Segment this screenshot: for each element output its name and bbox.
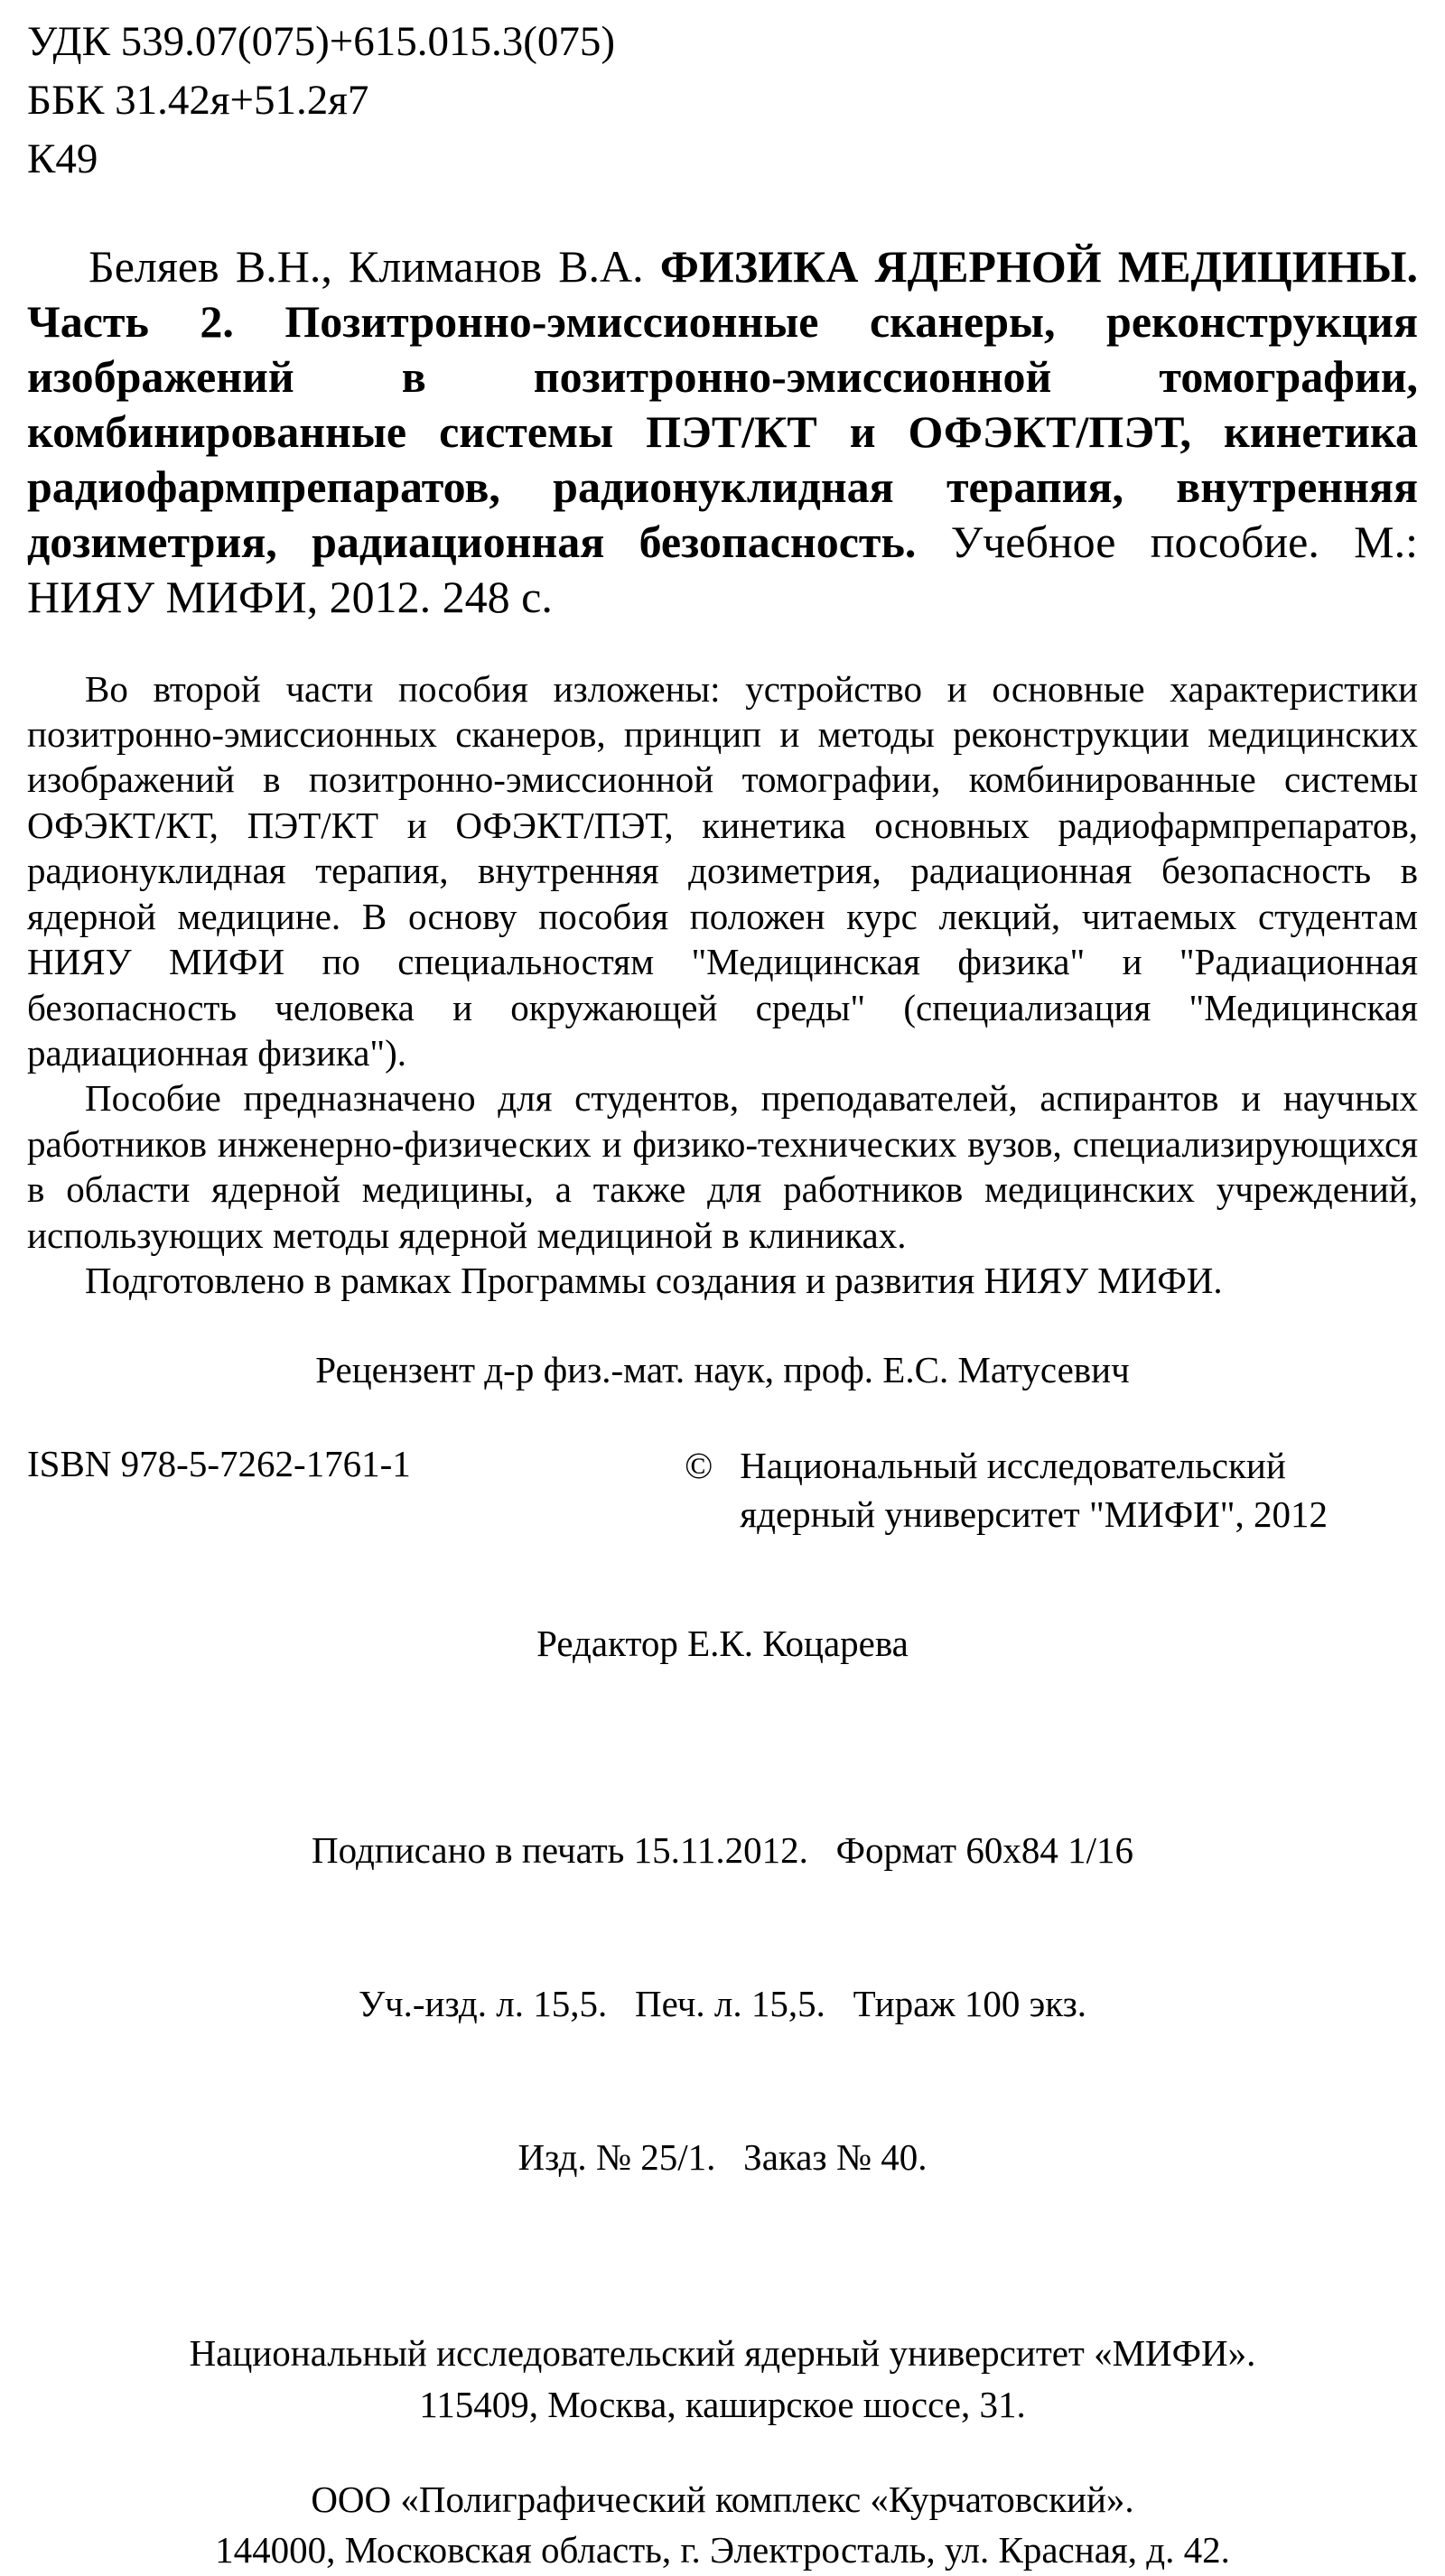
printing-house-name: ООО «Полиграфический комплекс «Курчатовский». <box>311 2478 1134 2520</box>
printing-house-address: 144000, Московская область, г. Электросталь, ул. Красная, д. 42. <box>215 2529 1230 2571</box>
copyright-holder-line-2: ядерный университет "МИФИ", 2012 <box>740 1493 1328 1535</box>
print-run-line-2: Уч.-изд. л. 15,5. Печ. л. 15,5. Тираж 100 экз. <box>358 1982 1087 2024</box>
annotation-block <box>27 666 1418 1304</box>
annotation-paragraph-1: Во второй части пособия изложены: устройство и основные характеристики позитронно-эмиссионных сканеров, принцип и методы реконструкции медицинских изображений в позитронно-эмиссионной томографии, комбинированные системы ОФЭКТ/КТ, ПЭТ/КТ и ОФЭКТ/ПЭТ, кинетика основных радиофармпрепаратов, радионуклидная терапия, внутренняя дозиметрия, радиационная безопасность в ядерной медицине. В основу пособия положен курс лекций, читаемых студентам НИЯУ МИФИ по специальностям "Медицинская физика" и "Радиационная безопасность человека и окружающей среды" (специализация "Медицинская радиационная физика"). <box>27 667 1418 1074</box>
copyright-symbol: © <box>685 1445 713 1487</box>
publisher-address: 115409, Москва, каширское шоссе, 31. <box>419 2384 1026 2426</box>
classification-block <box>27 13 1418 189</box>
reviewer-line: Рецензент д-р физ.-мат. наук, проф. Е.С. Матусевич <box>315 1349 1130 1391</box>
udk-line: УДК 539.07(075)+615.015.3(075) <box>27 18 616 65</box>
author-code-line: К49 <box>27 135 98 182</box>
authors-text: Беляев В.Н., Климанов В.А. <box>89 240 660 292</box>
publisher-name: Национальный исследовательский ядерный университет «МИФИ». <box>189 2332 1256 2375</box>
editor-line: Редактор Е.К. Коцарева <box>536 1623 909 1665</box>
copyright-holder-line-1: Национальный исследовательский <box>740 1445 1286 1487</box>
isbn-number: ISBN 978-5-7262-1761-1 <box>27 1443 411 1485</box>
book-title: ФИЗИКА ЯДЕРНОЙ МЕДИЦИНЫ. Часть 2. Позитронно-эмиссионные сканеры, реконструкция изображений в позитронно-эмиссионной томографии, комбинированные системы ПЭТ/КТ и ОФЭКТ/ПЭТ, кинетика радиофармпрепаратов, радионуклидная терапия, внутренняя дозиметрия, радиационная безопасность. <box>27 240 1418 567</box>
imprint-info: Учебное пособие. М.: НИЯУ МИФИ, 2012. 248 с. <box>27 516 1418 622</box>
publisher-block <box>27 2328 1418 2430</box>
printing-house-block <box>27 2474 1418 2576</box>
bibliographic-entry <box>27 239 1418 625</box>
print-run-block <box>27 1723 1418 2284</box>
copyright-holder <box>740 1442 1328 1539</box>
print-run-line-1: Подписано в печать 15.11.2012. Формат 60х84 1/16 <box>312 1829 1133 1872</box>
annotation-paragraph-2: Пособие предназначено для студентов, преподавателей, аспирантов и научных работников инженерно-физических и физико-технических вузов, специализирующихся в области ядерной медицины, а также для работников медицинских учреждений, использующих методы ядерной медициной в клиниках. <box>27 1077 1418 1256</box>
print-run-line-3: Изд. № 25/1. Заказ № 40. <box>517 2135 928 2178</box>
annotation-paragraph-3: Подготовлено в рамках Программы создания и развития НИЯУ МИФИ. <box>85 1260 1223 1302</box>
isbn-row <box>27 1442 1418 1539</box>
copyright-block <box>685 1442 1328 1539</box>
bbk-line: ББК 31.42я+51.2я7 <box>27 76 369 124</box>
